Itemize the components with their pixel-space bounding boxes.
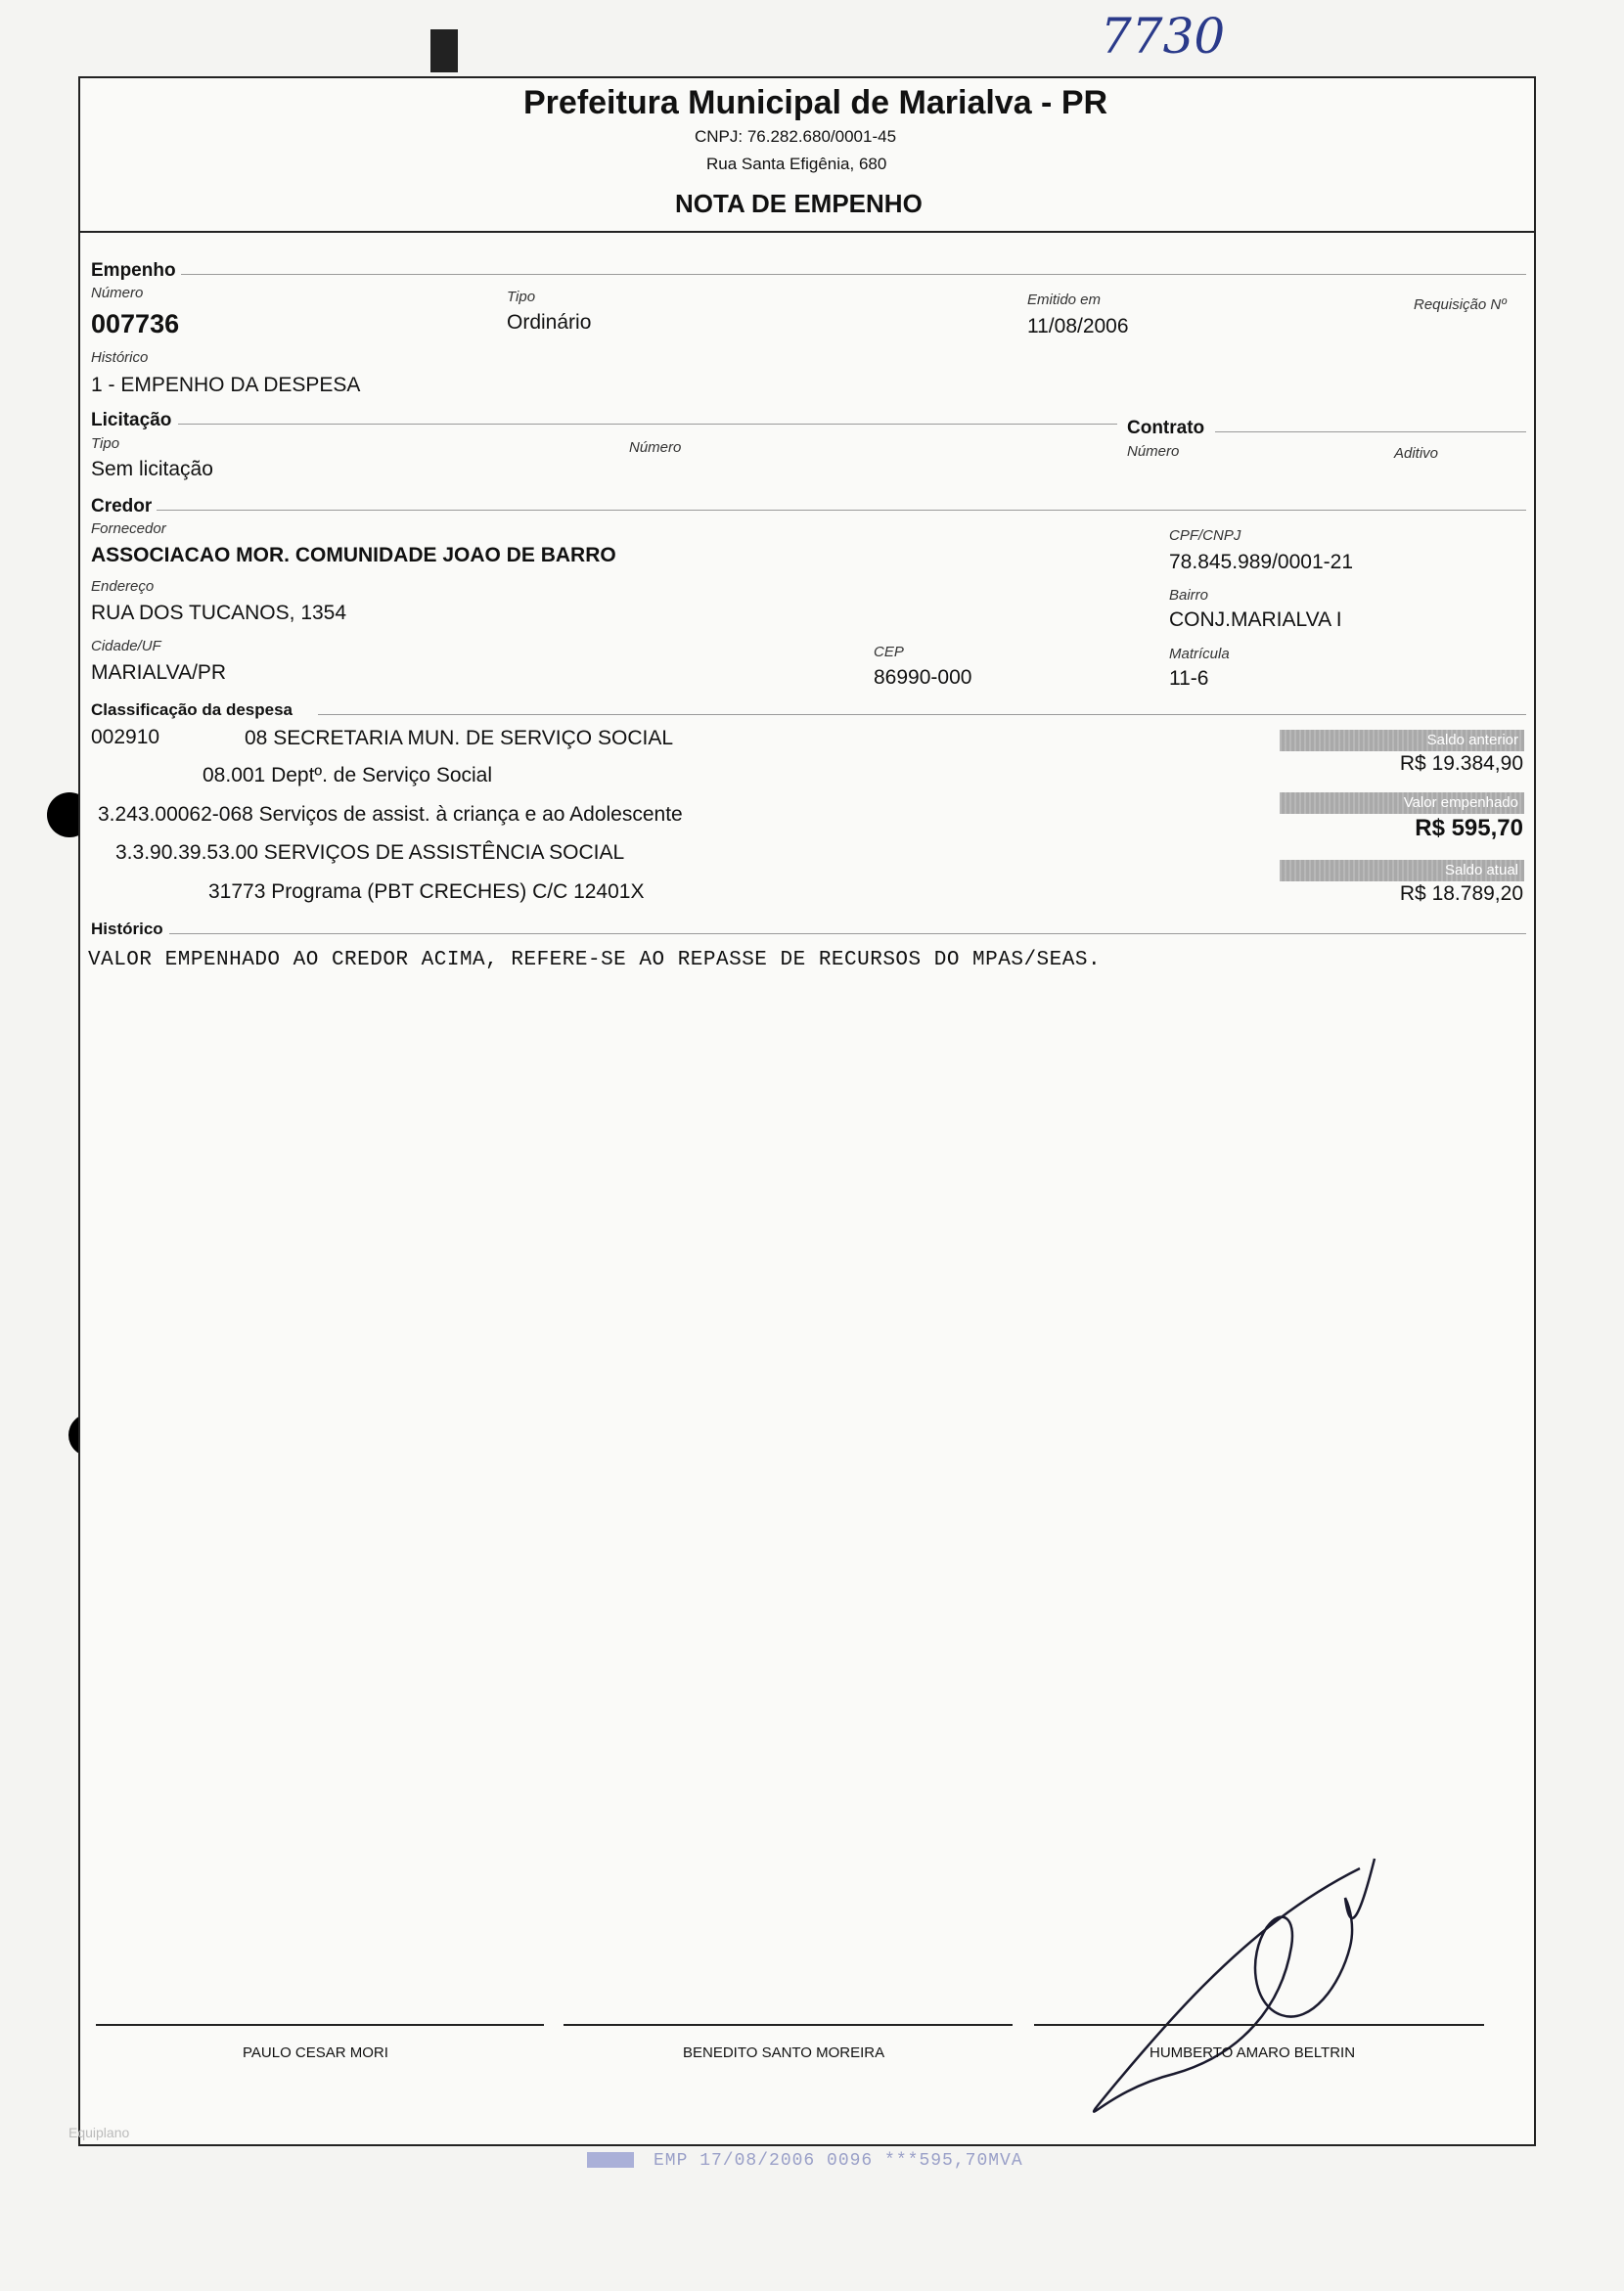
licitacao-tipo-value: Sem licitação <box>91 458 213 480</box>
endereco-label: Endereço <box>91 578 155 595</box>
cpf-label: CPF/CNPJ <box>1169 527 1241 544</box>
header-separator <box>78 231 1534 233</box>
cep-label: CEP <box>874 644 904 660</box>
historico-label: Histórico <box>91 349 149 366</box>
section-contrato: Contrato <box>1127 418 1205 438</box>
signature-line-2 <box>564 2024 1013 2026</box>
saldo-atual-value: R$ 18.789,20 <box>1399 882 1523 905</box>
cnpj: CNPJ: 76.282.680/0001-45 <box>695 127 897 146</box>
licitacao-numero-label: Número <box>629 439 682 456</box>
historico-value: 1 - EMPENHO DA DESPESA <box>91 374 361 396</box>
contrato-numero-label: Número <box>1127 443 1180 460</box>
aditivo-label: Aditivo <box>1394 445 1439 462</box>
requisicao-label: Requisição Nº <box>1414 296 1507 313</box>
handwritten-number: 7730 <box>1101 8 1226 65</box>
historico-text: VALOR EMPENHADO AO CREDOR ACIMA, REFERE-SE AO REPASSE DE RECURSOS DO MPAS/SEAS. <box>88 949 1102 971</box>
valor-empenhado-value: R$ 595,70 <box>1415 815 1523 841</box>
rule-credor <box>157 510 1526 511</box>
classificacao-code: 002910 <box>91 726 160 748</box>
fornecedor-value: ASSOCIACAO MOR. COMUNIDADE JOAO DE BARRO <box>91 544 616 566</box>
emitido-label: Emitido em <box>1027 292 1102 308</box>
signature-name-1: PAULO CESAR MORI <box>243 2044 388 2061</box>
bairro-value: CONJ.MARIALVA I <box>1169 608 1342 631</box>
classificacao-line3: 3.243.00062-068 Serviços de assist. à criança e ao Adolescente <box>98 803 683 826</box>
rule-empenho <box>181 274 1526 275</box>
cidade-label: Cidade/UF <box>91 638 161 654</box>
cidade-value: MARIALVA/PR <box>91 661 227 684</box>
empenho-number: 007736 <box>91 309 180 338</box>
emitido-value: 11/08/2006 <box>1027 315 1129 337</box>
saldo-anterior-label: Saldo anterior <box>1280 730 1524 751</box>
signature-line-3 <box>1034 2024 1484 2026</box>
classificacao-line2: 08.001 Deptº. de Serviço Social <box>203 764 493 786</box>
rule-licitacao <box>178 424 1117 425</box>
stamp-mark <box>587 2152 634 2168</box>
tipo-value: Ordinário <box>507 311 592 334</box>
cpf-value: 78.845.989/0001-21 <box>1169 551 1354 573</box>
section-credor: Credor <box>91 496 153 517</box>
licitacao-tipo-label: Tipo <box>91 435 120 452</box>
signature-line-1 <box>96 2024 544 2026</box>
address: Rua Santa Efigênia, 680 <box>706 155 887 173</box>
classificacao-line5: 31773 Programa (PBT CRECHES) C/C 12401X <box>208 880 645 903</box>
rule-contrato <box>1215 431 1526 432</box>
tipo-label: Tipo <box>507 289 536 305</box>
fornecedor-label: Fornecedor <box>91 520 166 537</box>
cep-value: 86990-000 <box>874 666 972 689</box>
saldo-anterior-value: R$ 19.384,90 <box>1399 752 1523 775</box>
saldo-atual-label: Saldo atual <box>1280 860 1524 881</box>
endereco-value: RUA DOS TUCANOS, 1354 <box>91 602 347 624</box>
signature-name-2: BENEDITO SANTO MOREIRA <box>683 2044 885 2061</box>
classificacao-line4: 3.3.90.39.53.00 SERVIÇOS DE ASSISTÊNCIA SOCIAL <box>115 841 625 864</box>
section-empenho: Empenho <box>91 260 176 281</box>
rule-classificacao <box>318 714 1526 715</box>
matricula-value: 11-6 <box>1169 667 1209 690</box>
section-licitacao: Licitação <box>91 410 172 430</box>
footer-stamp <box>587 2151 1023 2171</box>
valor-empenhado-label: Valor empenhado <box>1280 792 1524 814</box>
scan-mark <box>430 29 458 72</box>
classificacao-line1: 08 SECRETARIA MUN. DE SERVIÇO SOCIAL <box>245 727 674 749</box>
numero-label: Número <box>91 285 144 301</box>
page-title: Prefeitura Municipal de Marialva - PR <box>523 84 1108 121</box>
section-historico: Histórico <box>91 920 163 938</box>
footer-brand: Equiplano <box>68 2125 130 2140</box>
signature-scribble <box>1057 1839 1389 2133</box>
signature-name-3: HUMBERTO AMARO BELTRIN <box>1150 2044 1356 2061</box>
rule-historico <box>169 933 1526 934</box>
matricula-label: Matrícula <box>1169 646 1230 662</box>
bairro-label: Bairro <box>1169 587 1209 604</box>
doc-title: NOTA DE EMPENHO <box>675 189 923 218</box>
stamp-text: EMP 17/08/2006 0096 ***595,70MVA <box>654 2151 1023 2171</box>
section-classificacao: Classificação da despesa <box>91 700 293 719</box>
